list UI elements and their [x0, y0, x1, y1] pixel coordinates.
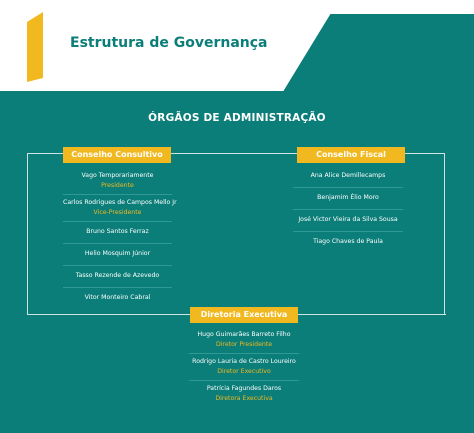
member-item [189, 381, 299, 407]
member-item [189, 327, 299, 354]
member-name: Patrícia Fagundes Daros [206, 385, 282, 392]
member-item [293, 232, 403, 253]
conselho-fiscal-list [293, 168, 403, 253]
member-role: Presidente [101, 182, 134, 189]
section-title: ÓRGÃOS DE ADMINISTRAÇÃO [148, 112, 326, 124]
diretoria-executiva-list [189, 327, 299, 407]
member-name: Bruno Santos Ferraz [86, 228, 149, 235]
conselho-fiscal-tag: Conselho Fiscal [297, 147, 405, 163]
conselho-consultivo-tag: Conselho Consultivo [63, 147, 171, 163]
member-item [293, 188, 403, 210]
member-name: Vago Temporariamente [81, 172, 154, 179]
member-item [189, 354, 299, 381]
member-role: Diretor Presidente [215, 341, 273, 348]
member-role: Diretora Executiva [215, 395, 273, 402]
diretoria-executiva-tag: Diretoria Executiva [190, 307, 298, 323]
member-item [63, 244, 172, 266]
member-name: Tiago Chaves de Paula [313, 238, 383, 245]
member-item [63, 266, 172, 288]
member-item [293, 210, 403, 232]
conselho-consultivo-list [63, 168, 177, 309]
member-role: Vice-Presidente [93, 209, 142, 216]
org-frame-bottom-right [297, 314, 446, 315]
member-name: Rodrigo Lauria de Castro Loureiro [192, 358, 296, 365]
member-name: José Victor Vieira da Silva Sousa [298, 216, 398, 223]
accent-bar-decoration [27, 12, 47, 82]
page-title: Estrutura de Governança [70, 35, 268, 51]
member-name: Tasso Rezende de Azevedo [75, 272, 160, 279]
member-item [63, 195, 177, 222]
member-name: Ana Alice Demillecamps [310, 172, 386, 179]
member-name: Helio Mosquim Júnior [84, 250, 151, 257]
member-item [293, 168, 403, 188]
member-name: Benjamim Élio Moro [317, 194, 379, 201]
member-role: Diretor Executivo [217, 368, 271, 375]
member-item [63, 288, 172, 309]
member-item [63, 168, 172, 195]
member-name: Hugo Guimarães Barreto Filho [197, 331, 291, 338]
org-frame-bottom-left [27, 314, 191, 315]
member-item [63, 222, 172, 244]
member-name: Carlos Rodrigues de Campos Mello Jr [63, 199, 177, 206]
member-name: Vitor Monteiro Cabral [84, 294, 151, 301]
